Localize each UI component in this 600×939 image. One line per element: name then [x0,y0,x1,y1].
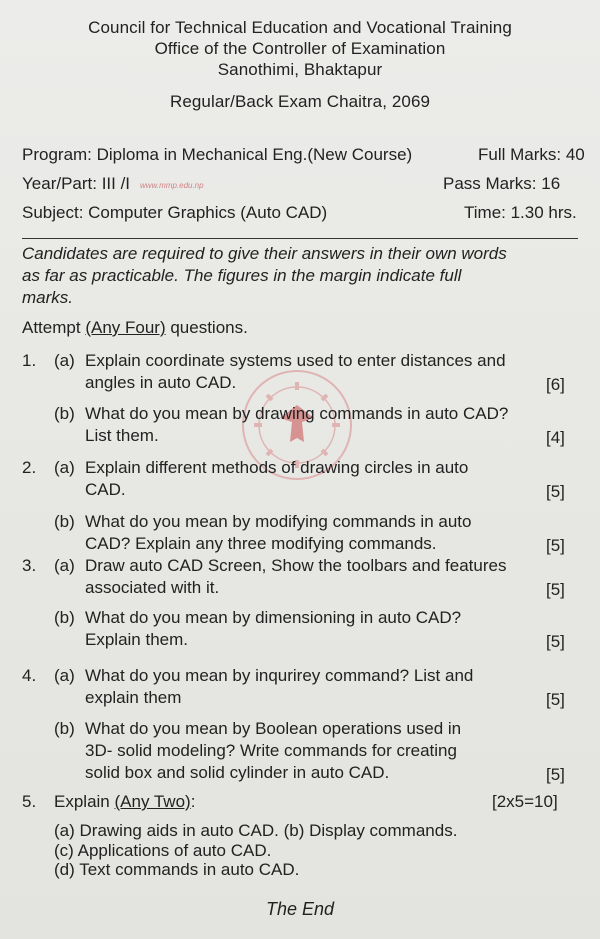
q4a-marks: [5] [546,690,565,709]
year-part: Year/Part: III /I [22,174,131,193]
q3a-marks: [5] [546,580,565,599]
the-end: The End [265,899,335,919]
q4-number: 4. [22,666,37,685]
instruction-line-2: as far as practicable. The figures in the margin indicate full [22,266,462,285]
q3a-line-1: Draw auto CAD Screen, Show the toolbars and features [85,556,507,575]
q3a-label: (a) [54,556,75,575]
q1b-line-1: What do you mean by drawing commands in auto CAD? [85,404,509,423]
pass-marks: Pass Marks: 16 [443,174,561,193]
q4a-line-2: explain them [85,688,182,707]
website-stamp: www.mmp.edu.np [140,181,204,190]
q2a-label: (a) [54,458,75,477]
q3b-label: (b) [54,608,75,627]
attempt-choice: (Any Four) [85,318,166,337]
q1a-line-2: angles in auto CAD. [85,373,237,392]
location: Sanothimi, Bhaktapur [217,60,383,79]
q1a-label: (a) [54,351,75,370]
q1b-marks: [4] [546,428,565,447]
q2a-marks: [5] [546,482,565,501]
q5-line-1: (a) Drawing aids in auto CAD. (b) Display commands. [54,821,458,840]
q2b-marks: [5] [546,536,565,555]
q3-number: 3. [22,556,37,575]
q3b-line-1: What do you mean by dimensioning in auto CAD? [85,608,462,627]
program: Program: Diploma in Mechanical Eng.(New Course) [22,145,413,164]
q3a-line-2: associated with it. [85,578,220,597]
divider-line [22,238,578,239]
q2b-label: (b) [54,512,75,531]
council-name: Council for Technical Education and Vocational Training [88,18,512,37]
office-name: Office of the Controller of Examination [154,39,446,58]
q5-prefix: Explain [54,792,115,811]
q2a-line-2: CAD. [85,480,126,499]
instruction-line-3: marks. [22,288,73,307]
q4a-line-1: What do you mean by inqurirey command? List and [85,666,474,685]
q2a-line-1: Explain different methods of drawing circles in auto [85,458,469,477]
q1a-marks: [6] [546,375,565,394]
q3b-marks: [5] [546,632,565,651]
q4b-line-3: solid box and solid cylinder in auto CAD. [85,763,390,782]
q4b-marks: [5] [546,765,565,784]
q5-line-2: (c) Applications of auto CAD. [54,841,272,860]
q4b-line-2: 3D- solid modeling? Write commands for creating [85,741,457,760]
q5-number: 5. [22,792,37,811]
q5-suffix: : [190,792,196,811]
q2-number: 2. [22,458,37,477]
instruction-line-1: Candidates are required to give their answers in their own words [22,244,507,263]
q5-choice: (Any Two) [114,792,191,811]
attempt-instruction [22,318,248,338]
q1b-label: (b) [54,404,75,423]
q1b-line-2: List them. [85,426,159,445]
q4b-label: (b) [54,719,75,738]
q5-line-3: (d) Text commands in auto CAD. [54,860,300,879]
attempt-suffix: questions. [165,318,248,337]
q4b-line-1: What do you mean by Boolean operations used in [85,719,462,738]
q1a-line-1: Explain coordinate systems used to enter distances and [85,351,506,370]
q5-marks: [2x5=10] [492,792,558,811]
q3b-line-2: Explain them. [85,630,188,649]
exam-title: Regular/Back Exam Chaitra, 2069 [169,92,431,111]
q5-prompt [54,792,195,812]
full-marks: Full Marks: 40 [478,145,585,164]
time: Time: 1.30 hrs. [464,203,577,222]
q1-number: 1. [22,351,37,370]
q2b-line-1: What do you mean by modifying commands in auto [85,512,472,531]
q2b-line-2: CAD? Explain any three modifying commands. [85,534,437,553]
q4a-label: (a) [54,666,75,685]
subject: Subject: Computer Graphics (Auto CAD) [22,203,328,222]
attempt-prefix: Attempt [22,318,86,337]
